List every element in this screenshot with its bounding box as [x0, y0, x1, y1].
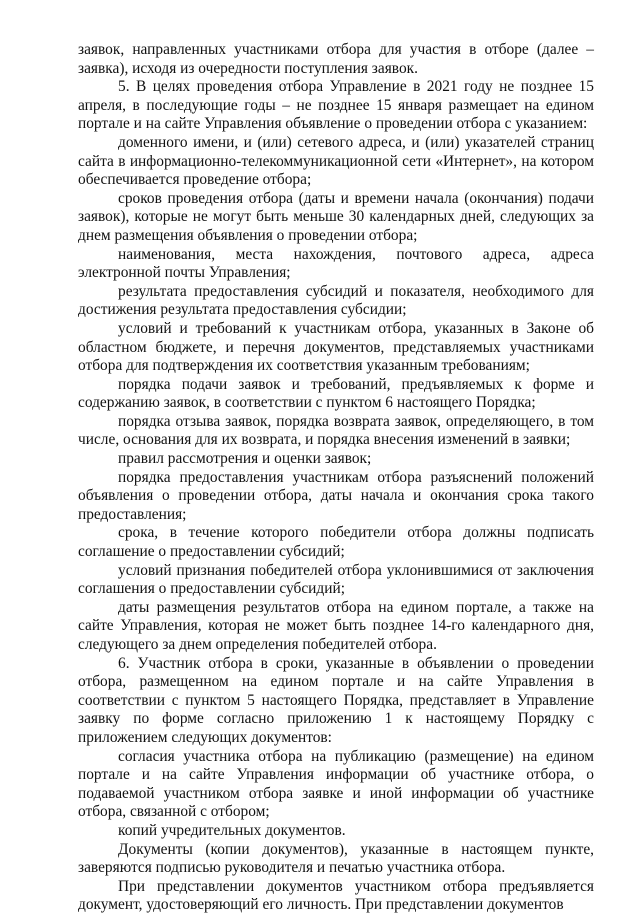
- paragraph-item-6: 6. Участник отбора в сроки, указанные в объявлении о проведении отбора, размещенном на едином портале и на сайте Управления в соответствии с пунктом 5 настоящего Порядка, представляет в Управление заявку по форме согласно приложению 1 к настоящему Порядку с приложением следующих документов:: [78, 654, 594, 746]
- paragraph-participant-requirements: условий и требований к участникам отбора, указанных в Законе об областном бюджете, и перечня документов, представляемых участниками отбора для подтверждения их соответствия указанным требованиям;: [78, 319, 594, 375]
- paragraph-contacts: наименования, места нахождения, почтового адреса, адреса электронной почты Управления;: [78, 245, 594, 282]
- paragraph-withdrawal-procedure: порядка отзыва заявок, порядка возврата заявок, определяющего, в том числе, основания для их возврата, и порядка внесения изменений в заявки;: [78, 412, 594, 449]
- paragraph-certification: Документы (копии документов), указанные в настоящем пункте, заверяются подписью руководителя и печатью участника отбора.: [78, 840, 594, 877]
- document-body: [78, 41, 594, 915]
- paragraph-selection-terms: сроков проведения отбора (даты и времени начала (окончания) подачи заявок), которые не могут быть меньше 30 календарных дней, следующих за днем размещения объявления о проведении отбора;: [78, 189, 594, 244]
- paragraph-clarifications: порядка предоставления участникам отбора разъяснений положений объявления о проведении отбора, даты начала и окончания срока такого предоставления;: [78, 468, 594, 523]
- paragraph-continuation: заявок, направленных участниками отбора для участия в отборе (далее – заявка), исходя из очередности поступления заявок.: [78, 41, 594, 77]
- paragraph-evasion-conditions: условий признания победителей отбора уклонившимися от заключения соглашения о предоставлении субсидий;: [78, 561, 594, 598]
- paragraph-founding-documents: копий учредительных документов.: [118, 821, 346, 839]
- paragraph-results-publication: даты размещения результатов отбора на едином портале, а также на сайте Управления, которая не может быть позднее 14-го календарного дня, следующего за днем определения победителей отбора.: [78, 598, 594, 653]
- paragraph-signing-deadline: срока, в течение которого победители отбора должны подписать соглашение о предоставлении субсидий;: [78, 524, 594, 561]
- paragraph-domain-name: доменного имени, и (или) сетевого адреса, и (или) указателей страниц сайта в информационно-телекоммуникационной сети «Интернет», на котором обеспечивается проведение отбора;: [78, 133, 594, 189]
- paragraph-submission-procedure: порядка подачи заявок и требований, предъявляемых к форме и содержанию заявок, в соответствии с пунктом 6 настоящего Порядка;: [78, 375, 594, 412]
- paragraph-item-5: 5. В целях проведения отбора Управление в 2021 году не позднее 15 апреля, в последующие годы – не позднее 15 января размещает на едином портале и на сайте Управления объявление о проведении отбора с указанием:: [78, 78, 594, 133]
- paragraph-publication-consent: согласия участника отбора на публикацию (размещение) на едином портале и на сайте Управления информации об участнике отбора, о подаваемой участником отбора заявке и иной информации об участнике отбора, связанной с отбором;: [78, 747, 594, 821]
- paragraph-review-rules: правил рассмотрения и оценки заявок;: [118, 450, 372, 468]
- paragraph-subsidy-result: результата предоставления субсидий и показателя, необходимого для достижения результата предоставления субсидии;: [78, 282, 594, 319]
- paragraph-identity-document: При представлении документов участником отбора предъявляется документ, удостоверяющий его личность. При представлении документов: [78, 877, 594, 914]
